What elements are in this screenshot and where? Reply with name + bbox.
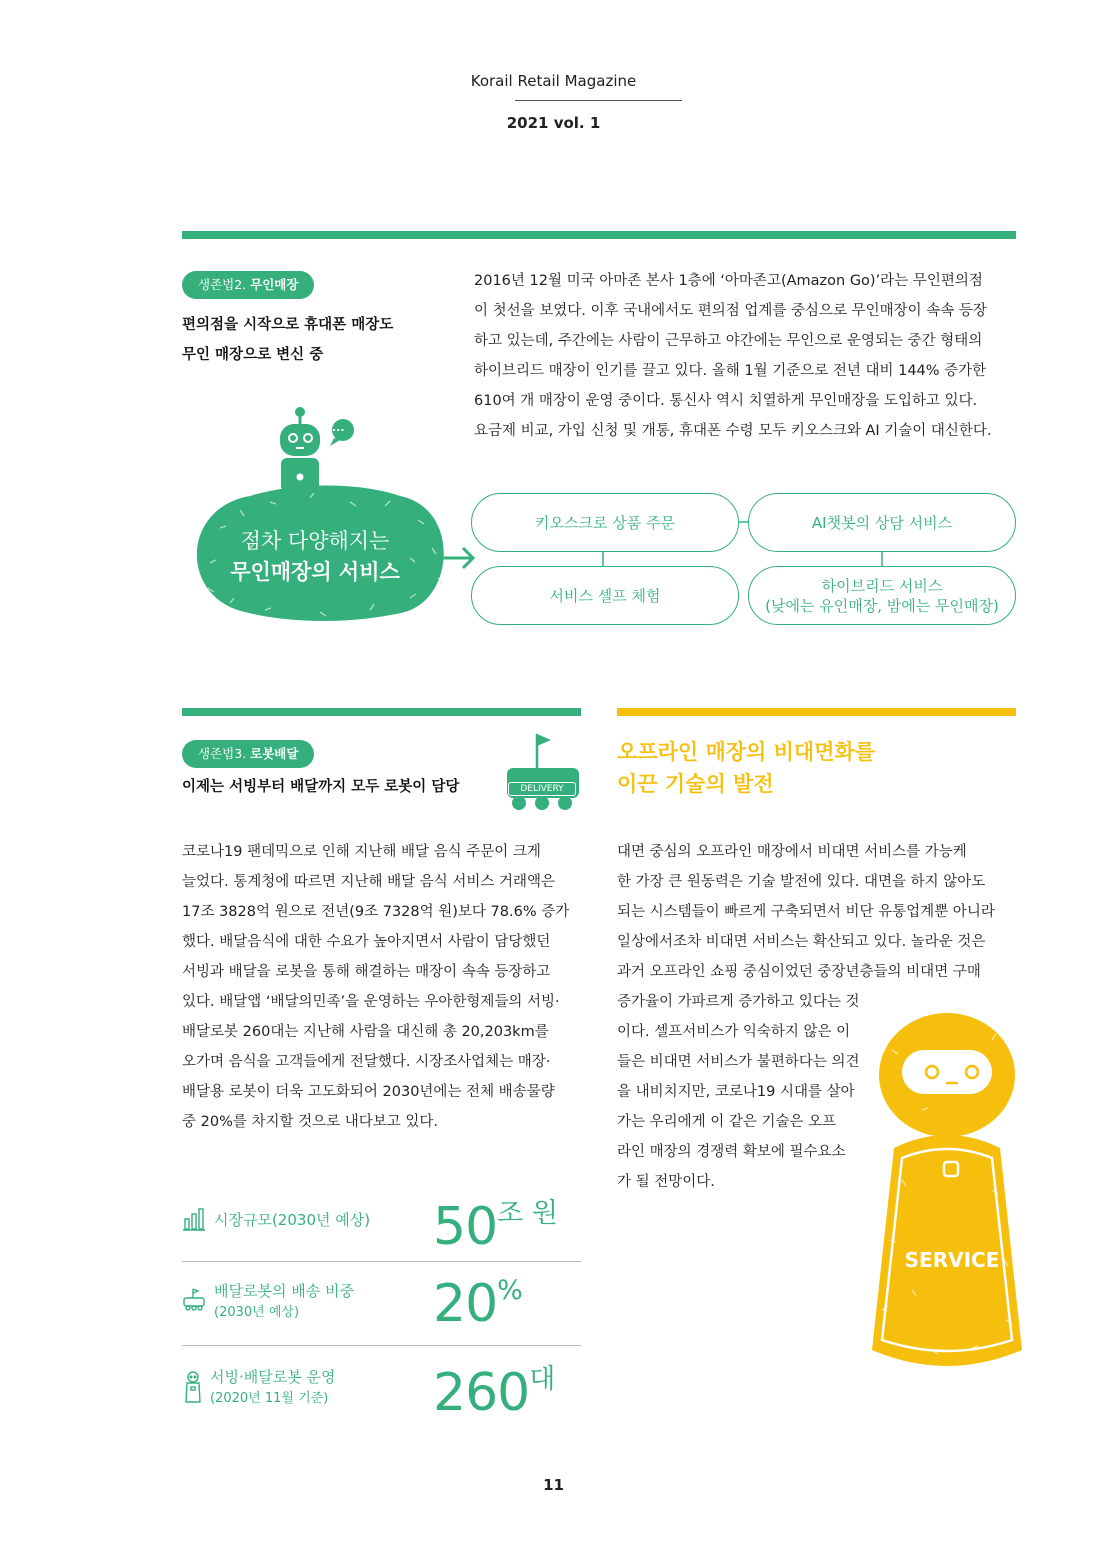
body-line: 17조 3828억 원으로 전년(9조 7328억 원)보다 78.6% 증가 bbox=[182, 904, 570, 920]
section2-subhead-line: 편의점을 시작으로 휴대폰 매장도 bbox=[182, 317, 394, 333]
service-box-label: 서비스 셀프 체험 bbox=[549, 587, 661, 605]
diagram-center-line1: 점차 다양해지는 bbox=[240, 529, 390, 553]
body-line: 요금제 비교, 가입 신청 및 개통, 휴대폰 수령 모두 키오스크와 AI 기술이 대신한다. bbox=[474, 423, 992, 439]
stat-divider bbox=[182, 1345, 581, 1346]
unmanned-store-diagram-graphic bbox=[180, 398, 480, 638]
stat-value-delivery-share bbox=[433, 1275, 523, 1332]
body-line: 과거 오프라인 쇼핑 중심이었던 중장년층들의 비대면 구매 bbox=[617, 964, 981, 980]
volume-label: 2021 vol. 1 bbox=[506, 114, 601, 132]
offline-top-bar bbox=[617, 708, 1016, 716]
robot-service-label: SERVICE bbox=[904, 1248, 1000, 1272]
offline-title bbox=[617, 736, 875, 800]
page-number: 11 bbox=[543, 1476, 564, 1494]
body-line: 대면 중심의 오프라인 매장에서 비대면 서비스를 가능케 bbox=[617, 844, 967, 860]
body-line: 하고 있는데, 주간에는 사람이 근무하고 야간에는 무인으로 운영되는 중간 형태의 bbox=[474, 333, 983, 349]
service-box-label: 키오스크로 상품 주문 bbox=[535, 514, 675, 532]
service-box-kiosk bbox=[471, 493, 739, 552]
section3-top-bar bbox=[182, 708, 581, 716]
stat-number: 50 bbox=[433, 1197, 498, 1257]
body-line: 이다. 셀프서비스가 익숙하지 않은 이 bbox=[617, 1024, 851, 1040]
section3-badge bbox=[182, 740, 314, 768]
offline-title-line: 오프라인 매장의 비대면화를 bbox=[617, 740, 876, 764]
body-line: 2016년 12월 미국 아마존 본사 1층에 ‘아마존고(Amazon Go)’라는 무인편의점 bbox=[474, 273, 983, 289]
body-line: 배달용 로봇이 더욱 고도화되어 2030년에는 전체 배송물량 bbox=[182, 1084, 555, 1100]
speech-bubble-text: ... bbox=[332, 421, 345, 434]
stat-number: 20 bbox=[433, 1274, 498, 1334]
offline-title-line: 이끈 기술의 발전 bbox=[617, 772, 774, 796]
delivery-robot-graphic bbox=[503, 726, 581, 812]
service-box-ai-chatbot bbox=[748, 493, 1016, 552]
magazine-title: Korail Retail Magazine bbox=[470, 72, 637, 90]
body-line: 을 내비치지만, 코로나19 시대를 살아 bbox=[617, 1084, 855, 1100]
body-line: 늘었다. 통계청에 따르면 지난해 배달 음식 서비스 거래액은 bbox=[182, 874, 556, 890]
stat-unit: % bbox=[497, 1275, 523, 1306]
body-line: 오가며 음식을 고객들에게 전달했다. 시장조사업체는 매장· bbox=[182, 1054, 551, 1070]
diagram-center-label bbox=[190, 526, 440, 588]
body-line: 중 20%를 차지할 것으로 내다보고 있다. bbox=[182, 1114, 438, 1130]
section2-badge bbox=[182, 271, 314, 299]
stat-value-market-size bbox=[433, 1191, 558, 1255]
body-line: 했다. 배달음식에 대한 수요가 높아지면서 사람이 담당했던 bbox=[182, 934, 551, 950]
stat-sublabel: (2020년 11월 기준) bbox=[210, 1391, 329, 1406]
header-divider bbox=[515, 100, 682, 101]
body-line: 일상에서조차 비대면 서비스는 확산되고 있다. 놀라운 것은 bbox=[617, 934, 986, 950]
body-line: 이 첫선을 보였다. 이후 국내에서도 편의점 업계를 중심으로 무인매장이 속속 등장 bbox=[474, 303, 987, 319]
stat-label: 서빙·배달로봇 운영 bbox=[210, 1368, 336, 1386]
body-line: 되는 시스템들이 빠르게 구축되면서 비단 유통업계뿐 아니라 bbox=[617, 904, 995, 920]
stat-label: 시장규모(2030년 예상) bbox=[214, 1211, 371, 1229]
body-line: 증가율이 가파르게 증가하고 있다는 것 bbox=[617, 994, 860, 1010]
body-line: 들은 비대면 서비스가 불편하다는 의견 bbox=[617, 1054, 860, 1070]
section2-subhead bbox=[182, 310, 393, 370]
chart-icon bbox=[182, 1207, 206, 1233]
body-line: 610여 개 매장이 운영 중이다. 통신사 역시 치열하게 무인매장을 도입하고 있다. bbox=[474, 393, 978, 409]
offline-body bbox=[617, 837, 1016, 1197]
stat-divider bbox=[182, 1261, 581, 1262]
service-box-self-experience bbox=[471, 566, 739, 625]
arrow-right-icon bbox=[442, 548, 473, 568]
section2-subhead-line: 무인 매장으로 변신 중 bbox=[182, 347, 324, 363]
stat-number: 260 bbox=[433, 1363, 530, 1423]
stat-sublabel: (2030년 예상) bbox=[214, 1305, 300, 1320]
section2-badge-title: 무인매장 bbox=[250, 277, 299, 292]
robot-icon bbox=[280, 407, 320, 492]
body-line: 코로나19 팬데믹으로 인해 지난해 배달 음식 주문이 크게 bbox=[182, 844, 541, 860]
service-box-label: AI챗봇의 상담 서비스 bbox=[811, 514, 953, 532]
service-box-hybrid bbox=[748, 566, 1016, 625]
section2-badge-prefix: 생존법2. bbox=[198, 277, 247, 292]
body-line: 배달로봇 260대는 지난해 사람을 대신해 총 20,203km를 bbox=[182, 1024, 549, 1040]
service-box-sublabel: (낮에는 유인매장, 밤에는 무인매장) bbox=[765, 596, 999, 615]
section3-body bbox=[182, 837, 581, 1137]
delivery-robot-icon bbox=[182, 1287, 206, 1313]
body-line: 가 될 전망이다. bbox=[617, 1174, 715, 1190]
section3-badge-prefix: 생존법3. bbox=[198, 746, 247, 761]
body-line: 한 가장 큰 원동력은 기술 발전에 있다. 대면을 하지 않아도 bbox=[617, 874, 986, 890]
serving-robot-icon bbox=[182, 1370, 204, 1406]
delivery-label: DELIVERY bbox=[508, 782, 576, 796]
stat-label-block bbox=[210, 1367, 335, 1409]
section2-body bbox=[474, 266, 1019, 446]
stat-label: 배달로봇의 배송 비중 bbox=[214, 1282, 354, 1300]
service-box-label: 하이브리드 서비스 bbox=[821, 576, 943, 595]
stat-unit: 대 bbox=[529, 1364, 556, 1395]
section2-top-bar bbox=[182, 231, 1016, 239]
body-line: 있다. 배달앱 ‘배달의민족’을 운영하는 우아한형제들의 서빙· bbox=[182, 994, 560, 1010]
section3-subhead: 이제는 서빙부터 배달까지 모두 로봇이 담당 bbox=[182, 779, 460, 795]
section3-badge-title: 로봇배달 bbox=[250, 746, 299, 761]
body-line: 가는 우리에게 이 같은 기술은 오프 bbox=[617, 1114, 837, 1130]
stat-label-block bbox=[214, 1281, 354, 1323]
stat-unit: 조 원 bbox=[497, 1198, 558, 1229]
diagram-center-line2: 무인매장의 서비스 bbox=[230, 560, 400, 584]
body-line: 서빙과 배달을 로봇을 통해 해결하는 매장이 속속 등장하고 bbox=[182, 964, 551, 980]
body-line: 하이브리드 매장이 인기를 끌고 있다. 올해 1월 기준으로 전년 대비 144% 증가한 bbox=[474, 363, 987, 379]
stat-value-robots-operating bbox=[433, 1357, 555, 1421]
body-line: 라인 매장의 경쟁력 확보에 필수요소 bbox=[617, 1144, 846, 1160]
